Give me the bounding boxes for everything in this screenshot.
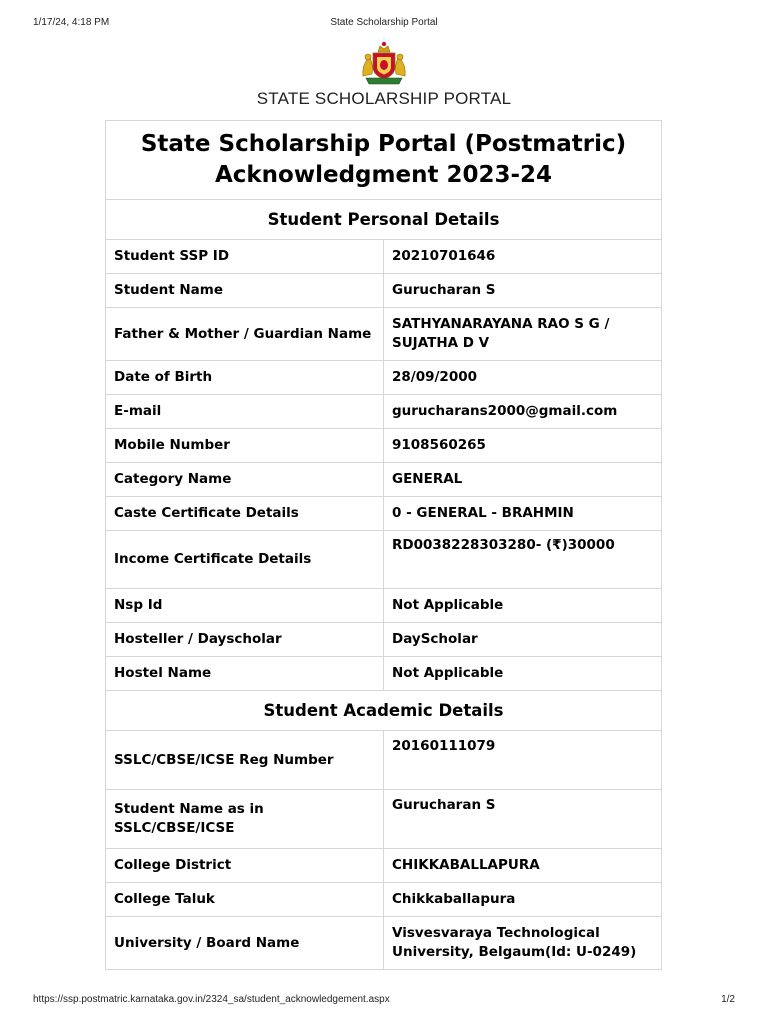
print-page-title: State Scholarship Portal — [330, 17, 438, 28]
field-label: Income Certificate Details — [106, 531, 384, 589]
personal-section-title: Student Personal Details — [106, 200, 662, 240]
field-value: 20210701646 — [384, 240, 662, 274]
section-header-row — [106, 200, 662, 240]
field-value: Gurucharan S — [384, 274, 662, 308]
field-value: DayScholar — [384, 623, 662, 657]
document-title-line2: Acknowledgment 2023-24 — [214, 162, 553, 188]
field-label: Caste Certificate Details — [106, 497, 384, 531]
table-row — [106, 917, 662, 970]
table-row — [106, 589, 662, 623]
field-value: gurucharans2000@gmail.com — [384, 395, 662, 429]
field-label: Father & Mother / Guardian Name — [106, 308, 384, 361]
acknowledgment-table — [105, 120, 662, 970]
section-header-row — [106, 691, 662, 731]
field-label: University / Board Name — [106, 917, 384, 970]
document-title-line1: State Scholarship Portal (Postmatric) — [140, 131, 627, 157]
table-row — [106, 731, 662, 790]
document-title-row — [106, 121, 662, 200]
field-value: CHIKKABALLAPURA — [384, 849, 662, 883]
field-value: SATHYANARAYANA RAO S G / SUJATHA D V — [384, 308, 662, 361]
table-row — [106, 531, 662, 589]
field-label: Mobile Number — [106, 429, 384, 463]
field-value: 28/09/2000 — [384, 361, 662, 395]
print-datetime: 1/17/24, 4:18 PM — [33, 17, 110, 28]
table-row — [106, 463, 662, 497]
document-title — [106, 121, 662, 200]
print-url: https://ssp.postmatric.karnataka.gov.in/2324_sa/student_acknowledgement.aspx — [33, 994, 390, 1005]
field-label: Nsp Id — [106, 589, 384, 623]
table-row — [106, 657, 662, 691]
table-row — [106, 883, 662, 917]
table-row — [106, 274, 662, 308]
field-value: Chikkaballapura — [384, 883, 662, 917]
table-row — [106, 849, 662, 883]
field-label: Hosteller / Dayscholar — [106, 623, 384, 657]
table-row — [106, 790, 662, 849]
page-count: 1/2 — [721, 994, 735, 1005]
field-value: Visvesvaraya Technological University, Belgaum(Id: U-0249) — [384, 917, 662, 970]
state-emblem-icon — [358, 40, 410, 86]
academic-section-title: Student Academic Details — [106, 691, 662, 731]
field-value: GENERAL — [384, 463, 662, 497]
table-row — [106, 361, 662, 395]
portal-title: STATE SCHOLARSHIP PORTAL — [256, 89, 512, 108]
table-row — [106, 308, 662, 361]
field-label: Student Name — [106, 274, 384, 308]
field-label: Student SSP ID — [106, 240, 384, 274]
field-value: Not Applicable — [384, 657, 662, 691]
field-value: Not Applicable — [384, 589, 662, 623]
field-value: RD0038228303280- (₹)30000 — [384, 531, 662, 589]
field-value: 9108560265 — [384, 429, 662, 463]
field-label: Hostel Name — [106, 657, 384, 691]
field-label: College District — [106, 849, 384, 883]
field-label: Date of Birth — [106, 361, 384, 395]
table-row — [106, 429, 662, 463]
table-row — [106, 395, 662, 429]
field-label: SSLC/CBSE/ICSE Reg Number — [106, 731, 384, 790]
table-row — [106, 240, 662, 274]
field-label: E-mail — [106, 395, 384, 429]
table-row — [106, 497, 662, 531]
table-row — [106, 623, 662, 657]
field-value: Gurucharan S — [384, 790, 662, 849]
field-label: Student Name as in SSLC/CBSE/ICSE — [106, 790, 384, 849]
field-value: 20160111079 — [384, 731, 662, 790]
field-label: College Taluk — [106, 883, 384, 917]
field-label: Category Name — [106, 463, 384, 497]
field-value: 0 - GENERAL - BRAHMIN — [384, 497, 662, 531]
